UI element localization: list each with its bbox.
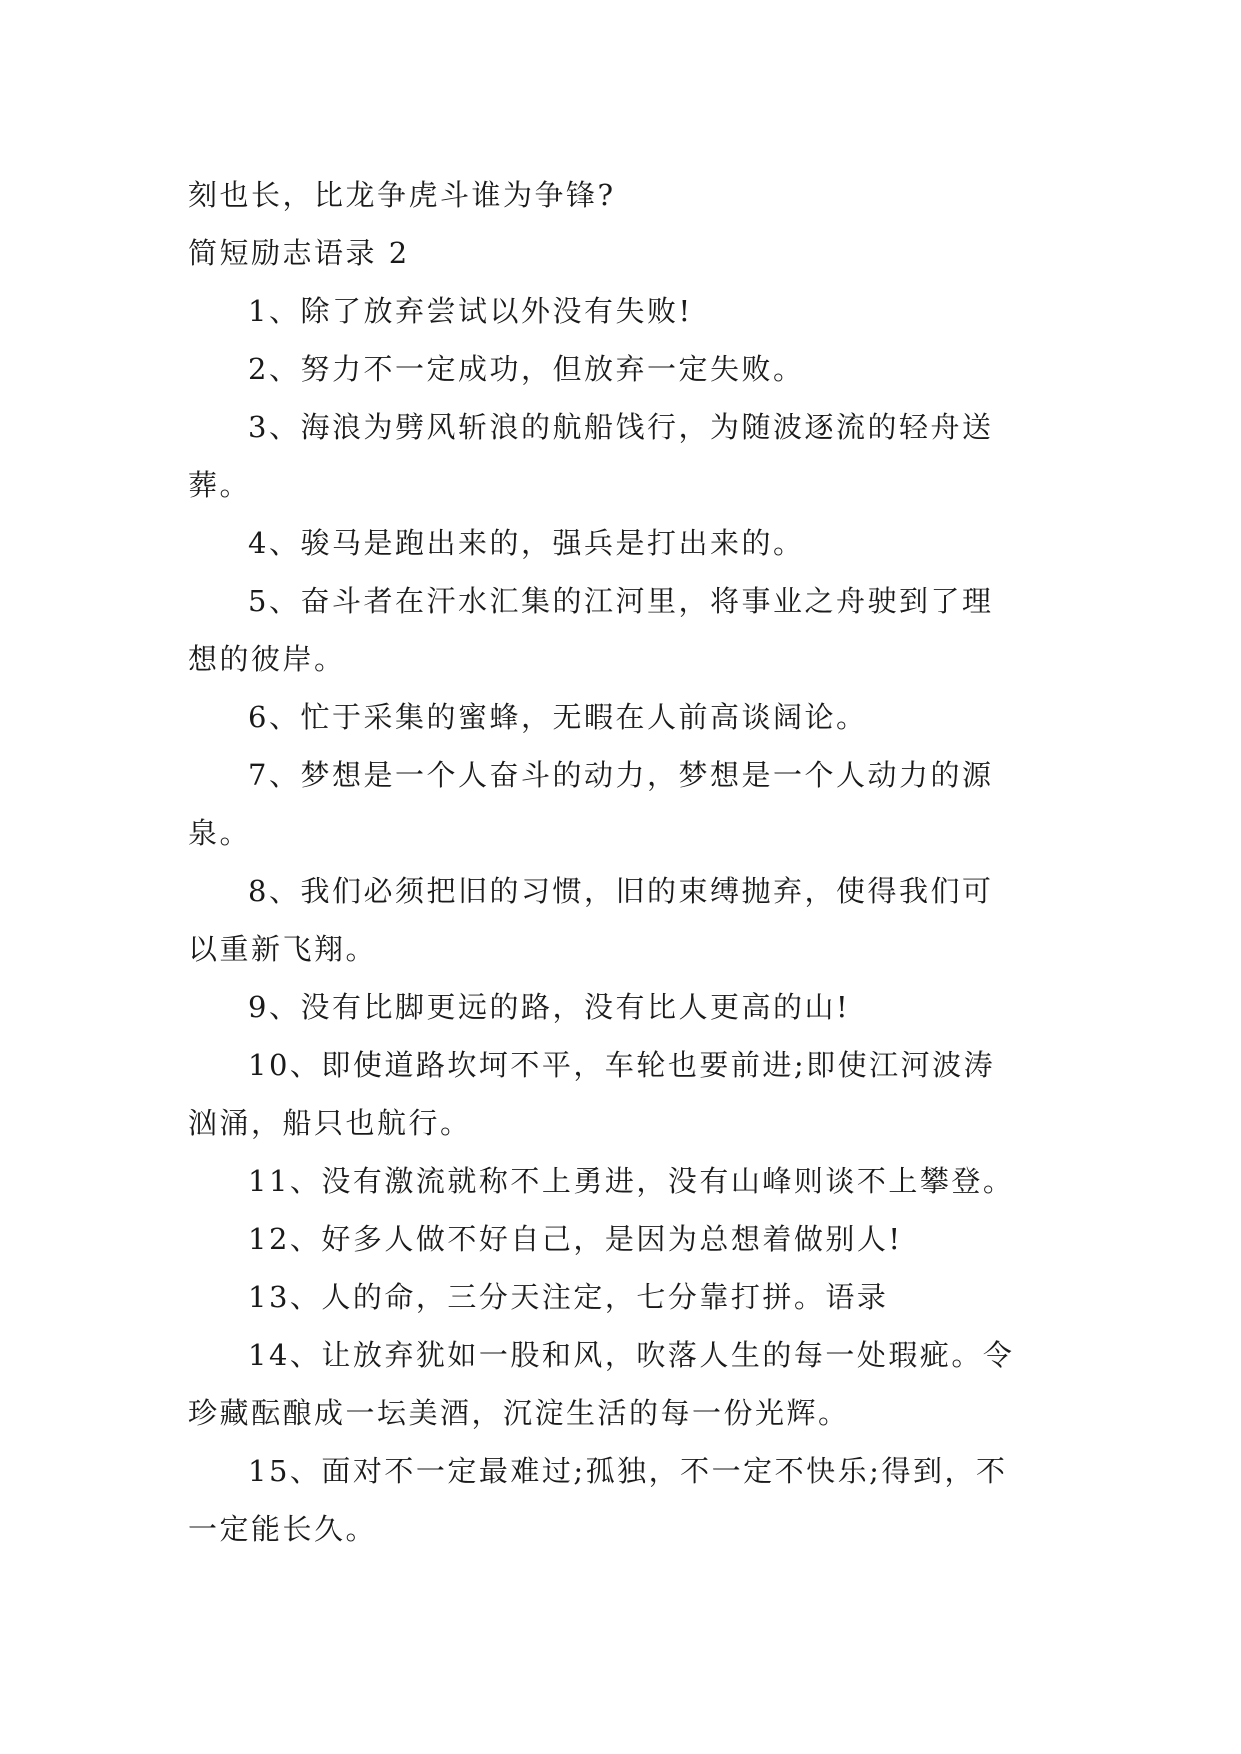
quote-item: 15、面对不一定最难过;孤独，不一定不快乐;得到，不 (248, 1454, 1008, 1488)
document-body (188, 166, 1068, 1558)
quote-continuation: 泉。 (188, 816, 252, 850)
quote-item: 1、除了放弃尝试以外没有失败! (248, 294, 693, 328)
quote-item: 2、努力不一定成功，但放弃一定失败。 (248, 352, 805, 386)
quote-item: 7、梦想是一个人奋斗的动力，梦想是一个人动力的源 (248, 758, 994, 792)
quote-continuation: 想的彼岸。 (188, 642, 346, 676)
quote-item: 13、人的命，三分天注定，七分靠打拼。语录 (248, 1280, 889, 1314)
quote-continuation: 以重新飞翔。 (188, 932, 378, 966)
quote-item: 11、没有激流就称不上勇进，没有山峰则谈不上攀登。 (248, 1164, 1015, 1198)
quote-item: 8、我们必须把旧的习惯，旧的束缚抛弃，使得我们可 (248, 874, 994, 908)
quote-item: 10、即使道路坎坷不平，车轮也要前进;即使江河波涛 (248, 1048, 996, 1082)
quote-continuation: 珍藏酝酿成一坛美酒，沉淀生活的每一份光辉。 (188, 1396, 850, 1430)
quote-continuation: 葬。 (188, 468, 252, 502)
text-line: 刻也长，比龙争虎斗谁为争锋? (188, 178, 616, 212)
quote-continuation: 汹涌，船只也航行。 (188, 1106, 472, 1140)
quote-item: 12、好多人做不好自己，是因为总想着做别人! (248, 1222, 903, 1256)
quote-item: 9、没有比脚更远的路，没有比人更高的山! (248, 990, 851, 1024)
section-heading: 简短励志语录 2 (188, 236, 410, 270)
quote-continuation: 一定能长久。 (188, 1512, 378, 1546)
quote-item: 5、奋斗者在汗水汇集的江河里，将事业之舟驶到了理 (248, 584, 994, 618)
quote-item: 4、骏马是跑出来的，强兵是打出来的。 (248, 526, 805, 560)
quote-item: 3、海浪为劈风斩浪的航船饯行，为随波逐流的轻舟送 (248, 410, 994, 444)
quote-item: 6、忙于采集的蜜蜂，无暇在人前高谈阔论。 (248, 700, 868, 734)
quote-item: 14、让放弃犹如一股和风，吹落人生的每一处瑕疵。令 (248, 1338, 1015, 1372)
